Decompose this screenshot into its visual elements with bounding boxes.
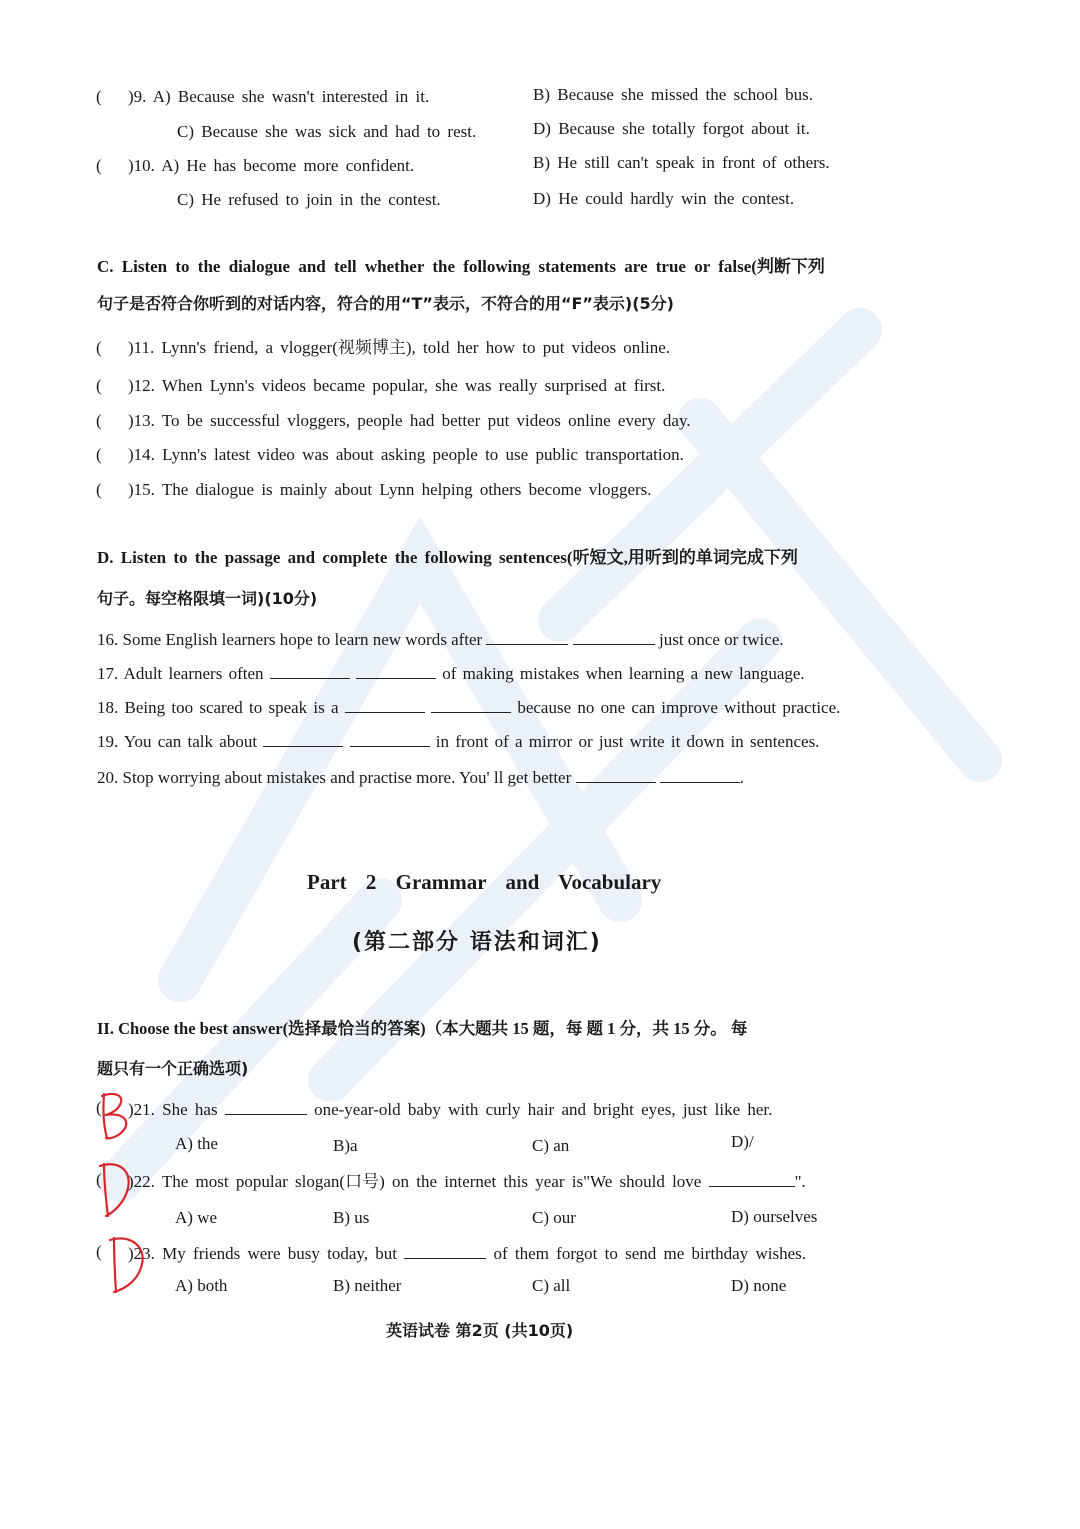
q21-option-a: A) the: [175, 1134, 218, 1153]
q21-option-d: D)/: [731, 1132, 754, 1151]
q23-handwritten-answer: [104, 1232, 154, 1296]
q11-paren: (: [96, 338, 102, 357]
q10-option-a: )10. A) He has become more confident.: [128, 156, 415, 175]
section-ii-heading-cont: 题只有一个正确选项): [97, 1059, 249, 1078]
q22-handwritten-answer: [92, 1158, 142, 1220]
q14-paren: (: [96, 445, 102, 464]
q20-blank-1[interactable]: [576, 765, 656, 783]
q23-option-b: B) neither: [333, 1276, 402, 1295]
q18-blank-2[interactable]: [431, 695, 511, 713]
q16-sentence: 16. Some English learners hope to learn new words after just once or twice.: [97, 627, 784, 651]
q16-blank-2[interactable]: [573, 627, 655, 645]
part2-subtitle: (第二部分 语法和词汇): [352, 930, 602, 955]
q21-paren: (: [96, 1098, 102, 1117]
q22-option-b: B) us: [333, 1208, 370, 1227]
q10-option-d: D) He could hardly win the contest.: [533, 189, 795, 208]
q16-blank-1[interactable]: [486, 627, 568, 645]
q20-sentence: 20. Stop worrying about mistakes and practise more. You' ll get better .: [97, 765, 744, 789]
page-footer: 英语试卷 第2页 (共10页): [386, 1321, 574, 1340]
q21-option-b: B)a: [333, 1136, 358, 1155]
q21-stem: )21. She has one-year-old baby with curly hair and bright eyes, just like her.: [128, 1097, 772, 1121]
q21-handwritten-answer: [94, 1088, 144, 1144]
q23-blank[interactable]: [404, 1241, 486, 1259]
q23-option-d: D) none: [731, 1276, 787, 1295]
q20-blank-2[interactable]: [660, 765, 740, 783]
q21-option-c: C) an: [532, 1136, 570, 1155]
q23-option-a: A) both: [175, 1276, 228, 1295]
q9-option-b: B) Because she missed the school bus.: [533, 85, 814, 104]
q14-statement: )14. Lynn's latest video was about asking people to use public transportation.: [128, 445, 684, 464]
q12-statement: )12. When Lynn's videos became popular, she was really surprised at first.: [128, 376, 666, 395]
q10-paren: (: [96, 156, 102, 175]
q11-statement: )11. Lynn's friend, a vlogger(视频博主), told her how to put videos online.: [128, 338, 671, 357]
section-c-heading-cont: 句子是否符合你听到的对话内容，符合的用“T”表示，不符合的用“F”表示)(5分): [97, 294, 674, 313]
q17-sentence: 17. Adult learners often of making mistakes when learning a new language.: [97, 661, 805, 685]
q22-stem: )22. The most popular slogan(口号) on the internet this year is"We should love ".: [128, 1169, 806, 1193]
q22-option-d: D) ourselves: [731, 1207, 818, 1226]
q13-paren: (: [96, 411, 102, 430]
q15-statement: )15. The dialogue is mainly about Lynn helping others become vloggers.: [128, 480, 652, 499]
q9-paren: (: [96, 87, 102, 106]
q9-option-c: C) Because she was sick and had to rest.: [177, 122, 477, 141]
q10-option-c: C) He refused to join in the contest.: [177, 190, 441, 209]
q22-option-c: C) our: [532, 1208, 576, 1227]
q23-paren: (: [96, 1242, 102, 1261]
section-d-heading: D. Listen to the passage and complete the following sentences(听短文,用听到的单词完成下列: [97, 548, 798, 567]
section-d-heading-cont: 句子。每空格限填一词)(10分): [97, 589, 318, 608]
q17-blank-1[interactable]: [270, 661, 350, 679]
q9-option-a: )9. A) Because she wasn't interested in it.: [128, 87, 430, 106]
q23-option-c: C) all: [532, 1276, 571, 1295]
q9-option-d: D) Because she totally forgot about it.: [533, 119, 810, 138]
q13-statement: )13. To be successful vloggers, people had better put videos online every day.: [128, 411, 691, 430]
q19-blank-1[interactable]: [263, 729, 343, 747]
q22-paren: (: [96, 1170, 102, 1189]
q18-blank-1[interactable]: [345, 695, 425, 713]
section-ii-heading: II. Choose the best answer(选择最恰当的答案)（本大题共 15 题，每 题 1 分，共 15 分。 每: [97, 1019, 748, 1038]
q17-blank-2[interactable]: [356, 661, 436, 679]
q19-sentence: 19. You can talk about in front of a mirror or just write it down in sentences.: [97, 729, 819, 753]
q10-option-b: B) He still can't speak in front of others.: [533, 153, 830, 172]
q18-sentence: 18. Being too scared to speak is a because no one can improve without practice.: [97, 695, 840, 719]
q12-paren: (: [96, 376, 102, 395]
q15-paren: (: [96, 480, 102, 499]
q22-blank[interactable]: [709, 1169, 795, 1187]
part2-title: Part 2 Grammar and Vocabulary: [307, 870, 662, 894]
q19-blank-2[interactable]: [350, 729, 430, 747]
q21-blank[interactable]: [225, 1097, 307, 1115]
q22-option-a: A) we: [175, 1208, 218, 1227]
section-c-heading: C. Listen to the dialogue and tell whether the following statements are true or false(判断下列: [97, 257, 825, 276]
q23-stem: )23. My friends were busy today, but of them forgot to send me birthday wishes.: [128, 1241, 806, 1265]
